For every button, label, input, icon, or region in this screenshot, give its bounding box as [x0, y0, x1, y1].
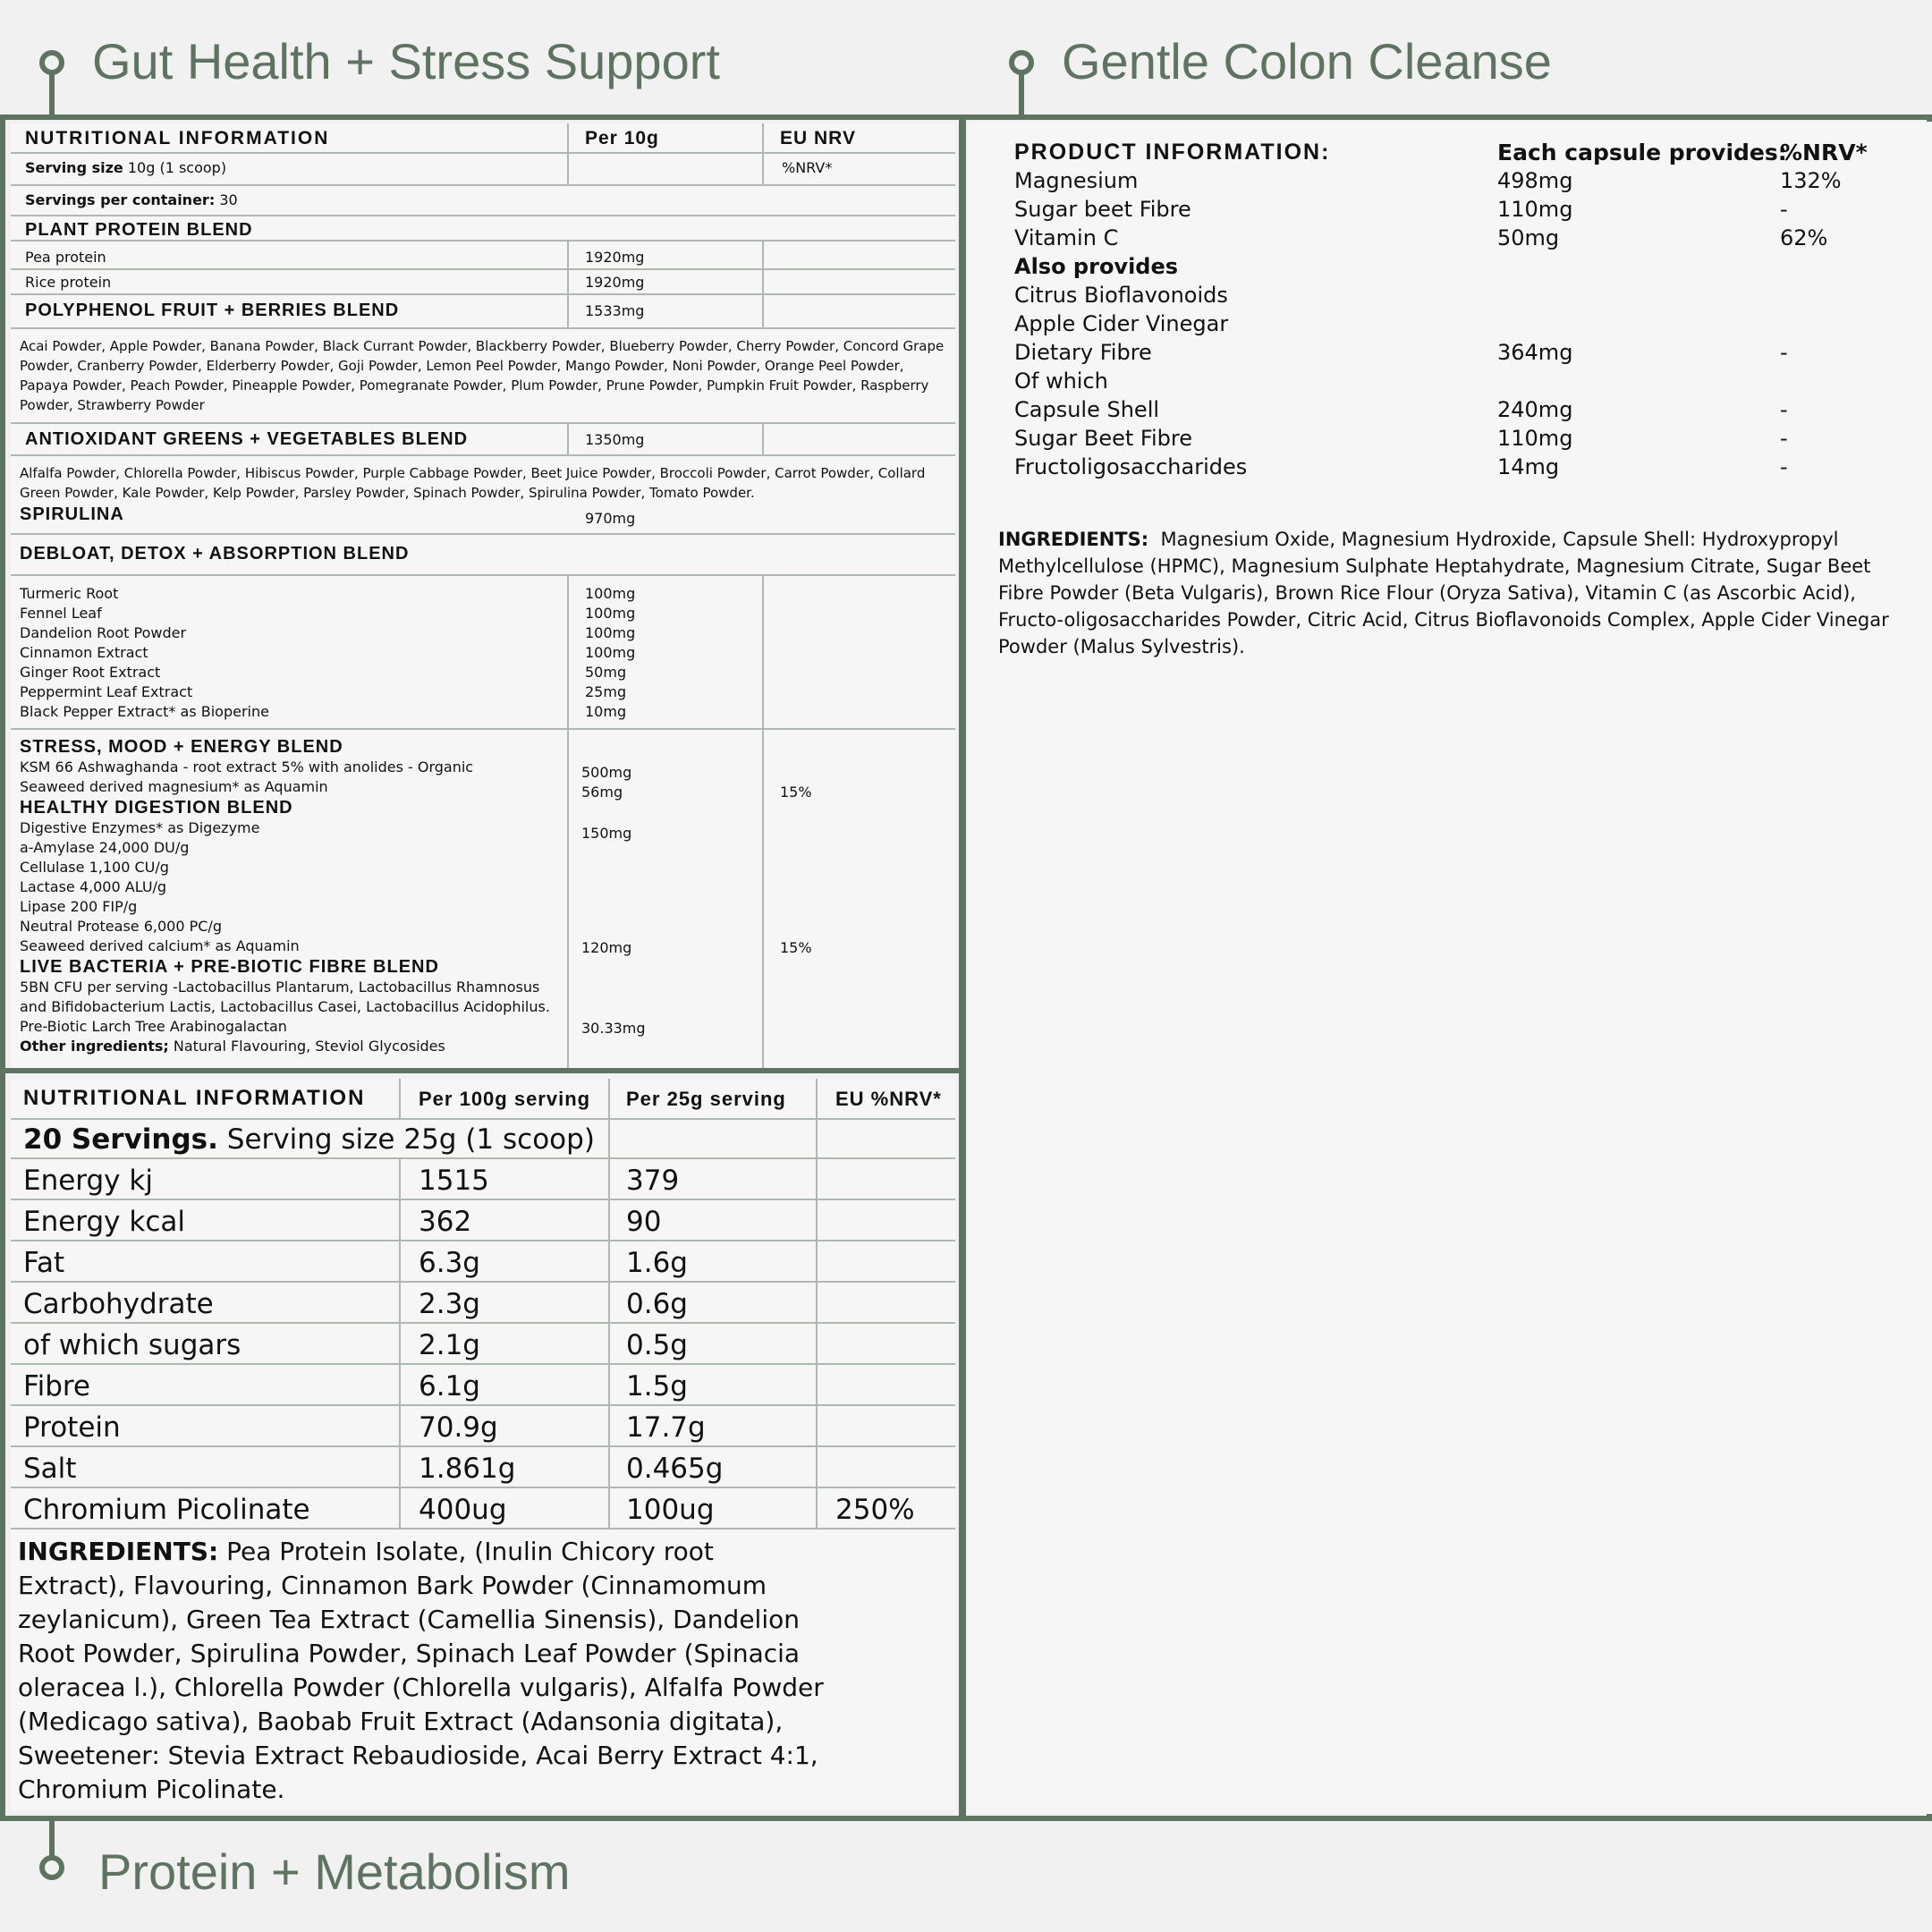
nutrient-per25: 90 [626, 1206, 662, 1238]
enzyme-item: a-Amylase 24,000 DU/g [20, 839, 190, 856]
gut-header-per: Per 10g [585, 128, 659, 148]
digestion-title: HEALTHY DIGESTION BLEND [20, 798, 293, 818]
colon-nrv: - [1780, 426, 1788, 451]
debloat-amount: 100mg [585, 644, 636, 661]
nutrient-per25: 0.6g [626, 1288, 688, 1320]
protein-ingredients-line: Sweetener: Stevia Extract Rebaudioside, Acai Berry Extract 4:1, [18, 1741, 818, 1770]
antioxidant-amount: 1350mg [585, 431, 645, 448]
digestion-calcium-nrv: 15% [780, 939, 812, 956]
pea-protein-amount: 1920mg [585, 249, 645, 266]
live-line2: and Bifidobacterium Lactis, Lactobacillus Casei, Lactobacillus Acidophilus. [20, 998, 550, 1015]
colon-amount: 110mg [1497, 426, 1573, 451]
pin-stem [1019, 73, 1024, 114]
pea-protein: Pea protein [25, 249, 106, 266]
nutrient-per25: 1.6g [626, 1247, 688, 1279]
live-line1: 5BN CFU per serving -Lactobacillus Plantarum, Lactobacillus Rhamnosus [20, 979, 540, 996]
nutrient-per100: 6.3g [419, 1247, 480, 1279]
colon-item: Sugar beet Fibre [1014, 197, 1191, 222]
nutrient-per25: 1.5g [626, 1370, 688, 1402]
colon-nrv: - [1780, 454, 1788, 479]
protein-header-per100: Per 100g serving [419, 1088, 591, 1110]
colon-panel [968, 122, 1932, 1814]
digestion-calcium-amount: 120mg [581, 939, 632, 956]
other-ingredients: Other ingredients; Natural Flavouring, Steviol Glycosides [20, 1038, 445, 1055]
debloat-amount: 100mg [585, 624, 636, 641]
spirulina-amount: 970mg [585, 510, 636, 527]
nutrient-name: Energy kj [23, 1165, 153, 1197]
colon-nrv: - [1780, 397, 1788, 422]
nutrient-name: Fibre [23, 1370, 91, 1402]
protein-servings: 20 Servings. Serving size 25g (1 scoop) [23, 1123, 595, 1156]
nutrient-name: Salt [23, 1453, 77, 1485]
polyphenol-ingredients: Acai Powder, Apple Powder, Banana Powder, Black Currant Powder, Blackberry Powder, Blueberry Powder, Cherry Powder, Concord Grape Powder, Cranberry Powder, Elderberry Powder, Goji Powder, Lemon Peel Powder, Mango Powder, Noni Powder, Orange Peel Powder, Papaya Powder, Peach Powder, Pineapple Powder, Pomegranate Powder, Plum Powder, Prune Powder, Pumpkin Fruit Powder, Raspberry Powder, Strawberry Powder [20, 338, 945, 413]
colon-item: Magnesium [1014, 168, 1139, 193]
colon-amount: 110mg [1497, 197, 1573, 222]
stress-line1: KSM 66 Ashwaghanda - root extract 5% with anolides - Organic [20, 758, 474, 775]
enzyme-item: Lactase 4,000 ALU/g [20, 878, 167, 895]
colon-item: Capsule Shell [1014, 397, 1160, 422]
debloat-amount: 100mg [585, 585, 636, 602]
colon-nrv: - [1780, 340, 1788, 365]
nutrient-name: Energy kcal [23, 1206, 185, 1238]
colon-amount: 498mg [1497, 168, 1573, 193]
protein-ingredients-line: oleracea l.), Chlorella Powder (Chlorella vulgaris), Alfalfa Powder [18, 1673, 824, 1702]
debloat-item: Turmeric Root [20, 585, 119, 602]
enzyme-item: Cellulase 1,100 CU/g [20, 859, 169, 876]
debloat-item: Fennel Leaf [20, 605, 102, 622]
nutrient-per100: 1515 [419, 1165, 489, 1197]
colon-amount: 14mg [1497, 454, 1560, 479]
nutrient-per25: 0.5g [626, 1329, 688, 1361]
colon-item: Sugar Beet Fibre [1014, 426, 1192, 451]
pin-icon [39, 50, 64, 75]
protein-header-label: NUTRITIONAL INFORMATION [23, 1086, 366, 1110]
debloat-item: Cinnamon Extract [20, 644, 148, 661]
pin-icon [39, 1855, 64, 1880]
nutrient-per100: 2.1g [419, 1329, 480, 1361]
colon-amount: 50mg [1497, 225, 1560, 250]
debloat-item: Black Pepper Extract* as Bioperine [20, 703, 269, 720]
nutrient-name: Protein [23, 1411, 121, 1444]
debloat-item: Ginger Root Extract [20, 664, 161, 681]
colon-item: Of which [1014, 369, 1108, 394]
serving-size: Serving size 10g (1 scoop) [25, 159, 227, 176]
debloat-amount: 50mg [585, 664, 627, 681]
colon-item: Apple Cider Vinegar [1014, 311, 1229, 336]
gut-title: Gut Health + Stress Support [92, 33, 720, 89]
protein-ingredients-line: zeylanicum), Green Tea Extract (Camellia Sinensis), Dandelion [18, 1605, 800, 1634]
colon-nrv: 62% [1780, 225, 1828, 250]
antioxidant-title: ANTIOXIDANT GREENS + VEGETABLES BLEND [25, 429, 469, 449]
stress-title: STRESS, MOOD + ENERGY BLEND [20, 737, 343, 757]
protein-ingredients-first-line: INGREDIENTS: Pea Protein Isolate, (Inulin Chicory root [18, 1537, 714, 1566]
nutrient-per100: 6.1g [419, 1370, 480, 1402]
prebiotic-amount: 30.33mg [581, 1020, 646, 1037]
nutrient-per100: 362 [419, 1206, 472, 1238]
serving-nrv: %NRV* [782, 159, 833, 176]
colon-item: Fructoligosaccharides [1014, 454, 1248, 479]
debloat-amount: 10mg [585, 703, 627, 720]
gut-header-label: NUTRITIONAL INFORMATION [25, 128, 330, 148]
nutrient-nrv: 250% [835, 1494, 915, 1526]
rice-protein: Rice protein [25, 274, 112, 291]
nutrient-per25: 379 [626, 1165, 680, 1197]
nutrient-per25: 100ug [626, 1494, 715, 1526]
protein-ingredients-line: Chromium Picolinate. [18, 1775, 285, 1804]
colon-item: Vitamin C [1014, 225, 1119, 250]
protein-panel [11, 1079, 955, 1810]
nutrient-per25: 17.7g [626, 1411, 706, 1444]
gut-health-panel [11, 123, 955, 1068]
nutrient-per25: 0.465g [626, 1453, 724, 1485]
spirulina-title: SPIRULINA [20, 504, 124, 524]
rice-protein-amount: 1920mg [585, 274, 645, 291]
pin-stem [49, 73, 55, 114]
enzyme-item: Lipase 200 FIP/g [20, 898, 138, 915]
colon-header-nrv: %NRV* [1780, 140, 1868, 165]
colon-amount: 240mg [1497, 397, 1573, 422]
protein-header-nrv: EU %NRV* [835, 1088, 942, 1110]
antioxidant-ingredients: Alfalfa Powder, Chlorella Powder, Hibiscus Powder, Purple Cabbage Powder, Beet Juice Powder, Broccoli Powder, Carrot Powder, Collard Green Powder, Kale Powder, Kelp Powder, Parsley Powder, Spinach Powder, Spirulina Powder, Tomato Powder. [20, 465, 926, 501]
colon-amount: 364mg [1497, 340, 1573, 365]
polyphenol-title: POLYPHENOL FRUIT + BERRIES BLEND [25, 301, 400, 320]
nutrient-per100: 1.861g [419, 1453, 516, 1485]
nutrient-per100: 70.9g [419, 1411, 498, 1444]
digestion-calcium: Seaweed derived calcium* as Aquamin [20, 937, 300, 954]
protein-header-per25: Per 25g serving [626, 1088, 786, 1110]
protein-ingredients-line: Extract), Flavouring, Cinnamon Bark Powder (Cinnamomum [18, 1571, 767, 1600]
colon-header-label: PRODUCT INFORMATION: [1014, 140, 1331, 165]
polyphenol-amount: 1533mg [585, 302, 645, 319]
servings-per-container: Servings per container: 30 [25, 191, 238, 208]
protein-ingredients-line: Root Powder, Spirulina Powder, Spinach Leaf Powder (Spinacia [18, 1639, 801, 1668]
stress-line2-amount: 56mg [581, 784, 623, 801]
digestion-enzymes-amount: 150mg [581, 825, 632, 842]
live-title: LIVE BACTERIA + PRE-BIOTIC FIBRE BLEND [20, 957, 439, 977]
nutrient-name: of which sugars [23, 1329, 242, 1361]
gut-header-nrv: EU NRV [780, 128, 856, 148]
debloat-item: Peppermint Leaf Extract [20, 683, 193, 700]
protein-ingredients-line: (Medicago sativa), Baobab Fruit Extract (Adansonia digitata), [18, 1707, 784, 1736]
colon-header-each: Each capsule provides: [1497, 140, 1787, 165]
enzyme-item: Neutral Protease 6,000 PC/g [20, 918, 222, 935]
colon-title: Gentle Colon Cleanse [1062, 33, 1552, 89]
pin-icon [1009, 50, 1034, 75]
colon-ingredients: INGREDIENTS: Magnesium Oxide, Magnesium Hydroxide, Capsule Shell: Hydroxypropyl Methylcellulose (HPMC), Magnesium Sulphate Heptahydrate, Magnesium Citrate, Sugar Beet Fibre Powder (Beta Vulgaris), Brown Rice Flour (Oryza Sativa), Vitamin C (as Ascorbic Acid), Fructo-oligosaccharides Powder, Citric Acid, Citrus Bioflavonoids Complex, Apple Cider Vinegar Powder (Malus Sylvestris). [998, 529, 1889, 657]
also-provides-label: Also provides [1014, 254, 1179, 279]
nutrient-name: Chromium Picolinate [23, 1494, 310, 1526]
digestion-enzymes: Digestive Enzymes* as Digezyme [20, 819, 260, 836]
debloat-amount: 100mg [585, 605, 636, 622]
nutrient-name: Carbohydrate [23, 1288, 214, 1320]
stress-line2-nrv: 15% [780, 784, 812, 801]
debloat-amount: 25mg [585, 683, 627, 700]
debloat-title: DEBLOAT, DETOX + ABSORPTION BLEND [20, 544, 410, 564]
prebiotic: Pre-Biotic Larch Tree Arabinogalactan [20, 1018, 287, 1035]
pin-stem [49, 1821, 55, 1857]
stress-line1-amount: 500mg [581, 764, 632, 781]
colon-item: Dietary Fibre [1014, 340, 1152, 365]
colon-nrv: 132% [1780, 168, 1842, 193]
stress-line2: Seaweed derived magnesium* as Aquamin [20, 778, 328, 795]
nutrient-name: Fat [23, 1247, 65, 1279]
protein-title: Protein + Metabolism [98, 1843, 571, 1900]
plant-protein-title: PLANT PROTEIN BLEND [25, 220, 253, 240]
colon-nrv: - [1780, 197, 1788, 222]
colon-item: Citrus Bioflavonoids [1014, 283, 1228, 308]
nutrient-per100: 400ug [419, 1494, 507, 1526]
debloat-item: Dandelion Root Powder [20, 624, 187, 641]
nutrient-per100: 2.3g [419, 1288, 480, 1320]
